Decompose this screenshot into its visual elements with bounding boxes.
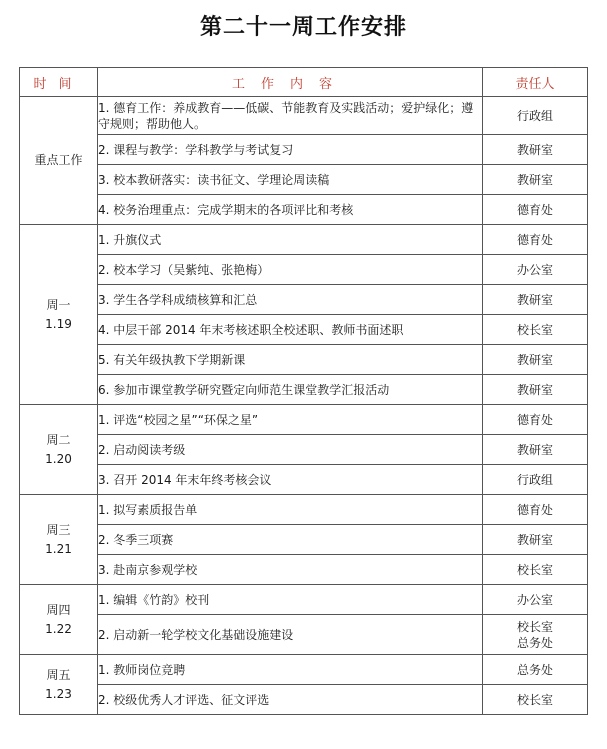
table-row [20,405,588,435]
responsible-cell [483,495,588,525]
responsible-cell [483,655,588,685]
table-row [20,685,588,715]
responsible-name: 德育处 [516,202,553,217]
responsible-name: 办公室 [516,592,553,607]
table-row [20,195,588,225]
responsible-cell [483,555,588,585]
table-header-row [20,68,588,97]
responsible-cell [483,165,588,195]
task-cell: 4. 中层干部 2014 年末考核述职全校述职、教师书面述职 [98,315,483,345]
date-label: 1.19 [45,316,72,331]
responsible-name: 教研室 [516,382,553,397]
table-row [20,465,588,495]
table-row [20,255,588,285]
date-label: 1.20 [45,451,72,466]
task-cell: 1. 德育工作：养成教育——低碳、节能教育及实践活动；爱护绿化；遵守规则；帮助他人。 [98,97,483,135]
day-label: 周三 [46,522,71,537]
responsible-name: 行政组 [516,108,553,123]
responsible-name: 教研室 [516,352,553,367]
table-row [20,375,588,405]
responsible-cell [483,285,588,315]
responsible-cell [483,135,588,165]
table-row [20,97,588,135]
responsible-name: 教研室 [516,292,553,307]
responsible-name: 德育处 [516,232,553,247]
task-cell: 4. 校务治理重点：完成学期末的各项评比和考核 [98,195,483,225]
responsible-name: 教研室 [516,142,553,157]
task-cell: 1. 评选“校园之星”“环保之星” [98,405,483,435]
responsible-name: 德育处 [516,412,553,427]
time-cell [20,405,98,495]
table-row [20,525,588,555]
day-label: 周二 [46,432,71,447]
task-cell: 2. 启动阅读考级 [98,435,483,465]
table-row [20,345,588,375]
table-row [20,435,588,465]
task-cell: 2. 启动新一轮学校文化基础设施建设 [98,615,483,655]
task-cell: 6. 参加市课堂教学研究暨定向师范生课堂教学汇报活动 [98,375,483,405]
responsible-cell [483,375,588,405]
table-row [20,655,588,685]
responsible-cell [483,685,588,715]
page-title: 第二十一周工作安排 [199,15,407,40]
task-cell: 3. 校本教研落实：读书征文、学理论周读稿 [98,165,483,195]
header-responsible: 责任人 [483,68,588,97]
date-label: 1.23 [45,686,72,701]
responsible-name: 总务处 [516,635,553,650]
task-cell: 2. 校本学习（吴紫纯、张艳梅） [98,255,483,285]
task-cell: 3. 赴南京参观学校 [98,555,483,585]
table-row [20,165,588,195]
time-cell [20,495,98,585]
header-time: 时间 [20,68,98,97]
table-row [20,225,588,255]
day-label: 周四 [46,602,71,617]
day-label: 重点工作 [34,153,83,167]
table-row [20,555,588,585]
task-cell: 2. 课程与教学：学科教学与考试复习 [98,135,483,165]
responsible-name: 校长室 [516,619,553,634]
task-cell: 1. 教师岗位竞聘 [98,655,483,685]
day-label: 周一 [46,297,71,312]
task-cell: 2. 校级优秀人才评选、征文评选 [98,685,483,715]
date-label: 1.22 [45,621,72,636]
responsible-cell [483,97,588,135]
table-row [20,135,588,165]
day-label: 周五 [46,667,71,682]
time-cell [20,97,98,225]
task-cell: 1. 拟写素质报告单 [98,495,483,525]
responsible-name: 教研室 [516,442,553,457]
responsible-name: 教研室 [516,172,553,187]
responsible-cell [483,615,588,655]
task-cell: 3. 召开 2014 年末年终考核会议 [98,465,483,495]
responsible-cell [483,255,588,285]
task-cell: 3. 学生各学科成绩核算和汇总 [98,285,483,315]
responsible-cell [483,315,588,345]
responsible-cell [483,405,588,435]
responsible-cell [483,525,588,555]
task-cell: 2. 冬季三项赛 [98,525,483,555]
table-row [20,615,588,655]
responsible-name: 行政组 [516,472,553,487]
responsible-name: 校长室 [516,322,553,337]
task-cell: 1. 编辑《竹韵》校刊 [98,585,483,615]
table-row [20,315,588,345]
header-work: 工作内容 [98,68,483,97]
responsible-name: 校长室 [516,692,553,707]
responsible-name: 校长室 [516,562,553,577]
responsible-name: 教研室 [516,532,553,547]
responsible-cell [483,465,588,495]
table-row [20,495,588,525]
task-cell: 1. 升旗仪式 [98,225,483,255]
time-cell [20,225,98,405]
responsible-cell [483,585,588,615]
table-row [20,585,588,615]
responsible-cell [483,345,588,375]
time-cell [20,585,98,655]
table-row [20,285,588,315]
date-label: 1.21 [45,541,72,556]
responsible-cell [483,195,588,225]
responsible-cell [483,435,588,465]
responsible-cell [483,225,588,255]
schedule-table [19,67,588,715]
responsible-name: 德育处 [516,502,553,517]
time-cell [20,655,98,715]
task-cell: 5. 有关年级执教下学期新课 [98,345,483,375]
responsible-name: 总务处 [516,662,553,677]
responsible-name: 办公室 [516,262,553,277]
